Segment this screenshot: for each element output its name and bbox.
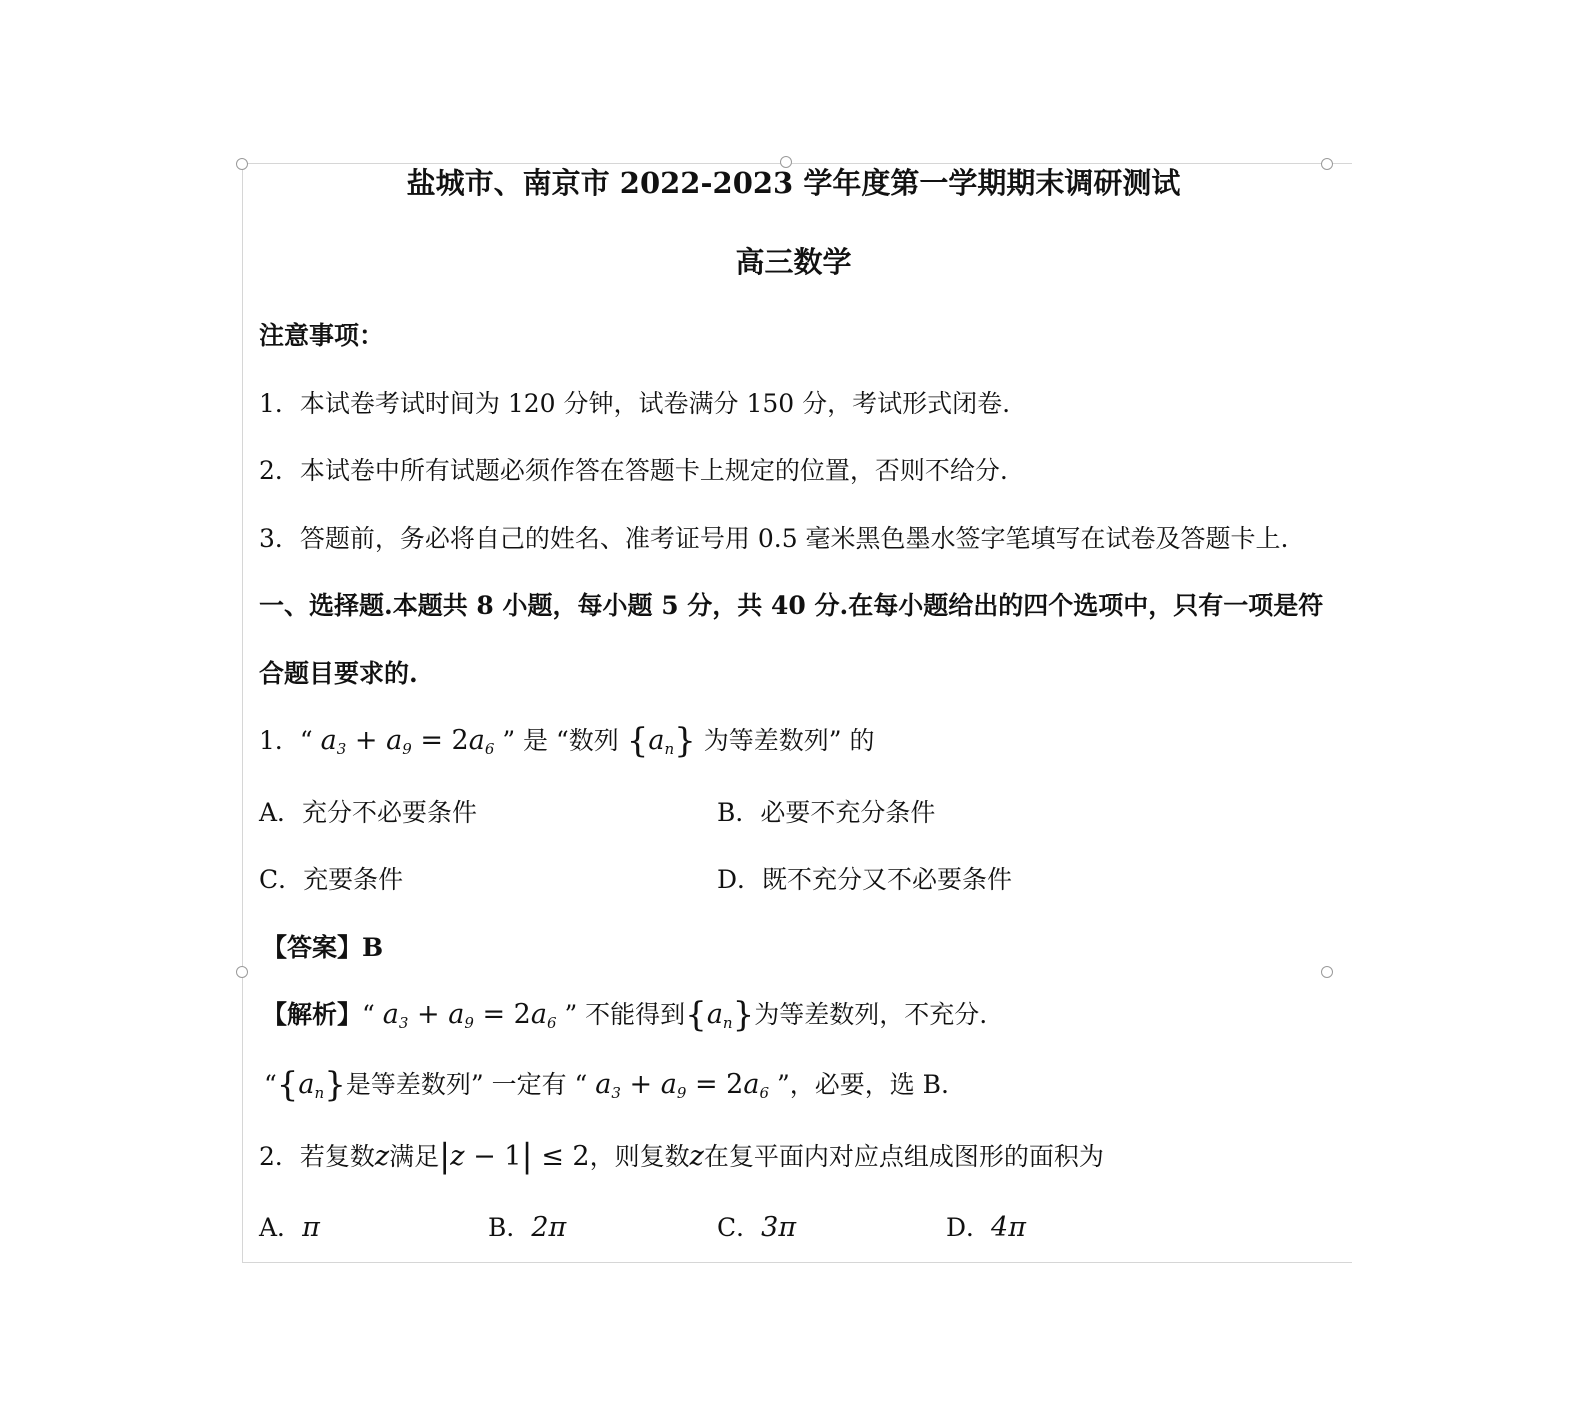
analysis-sequence: $\{a_n\}$	[685, 995, 755, 1035]
notice-item: 1．本试卷考试时间为 120 分钟，试卷满分 150 分，考试形式闭卷.	[259, 389, 1011, 418]
q2-option-c: C．3π	[717, 1212, 797, 1243]
question-2-stem: 2．若复数z满足|z − 1| ≤ 2，则复数z在复平面内对应点组成图形的面积为	[259, 1136, 1104, 1175]
notice-item: 3．答题前，务必将自己的姓名、准考证号用 0.5 毫米黑色墨水签字笔填写在试卷及答题卡上.	[259, 524, 1289, 553]
q1-sequence: $\{a_n\}$	[626, 721, 696, 761]
q2-option-b: B．2π	[488, 1212, 567, 1243]
section-heading: 一、选择题.本题共 8 小题，每小题 5 分，共 40 分.在每小题给出的四个选项中，只有一项是符	[259, 591, 1324, 620]
q1-mid-text: ” 是 “数列	[502, 726, 619, 755]
q2-option-a: A．π	[259, 1212, 320, 1243]
analysis-equation: $a_3 + a_9 = 2a_6$	[382, 999, 557, 1032]
q2-option-d: D．4π	[946, 1212, 1026, 1243]
q1-answer: 【答案】B	[262, 933, 384, 962]
page-corner-handle[interactable]	[236, 966, 248, 978]
q1-option-a: A．充分不必要条件	[259, 798, 478, 827]
q1-number: 1．“	[259, 726, 313, 755]
q1-option-b: B．必要不充分条件	[717, 798, 936, 827]
document-subtitle: 高三数学	[735, 245, 852, 279]
analysis-label: 【解析】	[262, 1000, 363, 1029]
notice-item: 2．本试卷中所有试题必须作答在答题卡上规定的位置，否则不给分.	[259, 456, 1008, 485]
page-corner-handle[interactable]	[1321, 966, 1333, 978]
q1-option-c: C．充要条件	[259, 865, 404, 894]
question-1-stem	[259, 721, 875, 765]
notice-heading: 注意事项：	[259, 321, 385, 350]
q1-tail: 为等差数列” 的	[703, 726, 875, 755]
q2-inequality: |z − 1| ≤ 2	[439, 1136, 590, 1175]
q1-option-d: D．既不充分又不必要条件	[717, 865, 1013, 894]
analysis-sequence-2: $\{a_n\}$	[276, 1065, 346, 1105]
analysis-equation-2: $a_3 + a_9 = 2a_6$	[595, 1069, 769, 1102]
q1-analysis-line-1: 【解析】“ $a_3 + a_9 = 2a_6$ ” 不能得到$\{a_n\}$为等差数列，不充分.	[262, 995, 988, 1035]
q1-analysis-line-2: “$\{a_n\}$是等差数列” 一定有 “ $a_3 + a_9 = 2a_6$ ”，必要，选 B.	[264, 1065, 949, 1105]
q1-equation: $a_3 + a_9 = 2a_6$	[320, 725, 495, 758]
document-title: 盐城市、南京市 2022-2023 学年度第一学期期末调研测试	[406, 166, 1181, 200]
section-heading-cont: 合题目要求的.	[259, 659, 418, 688]
